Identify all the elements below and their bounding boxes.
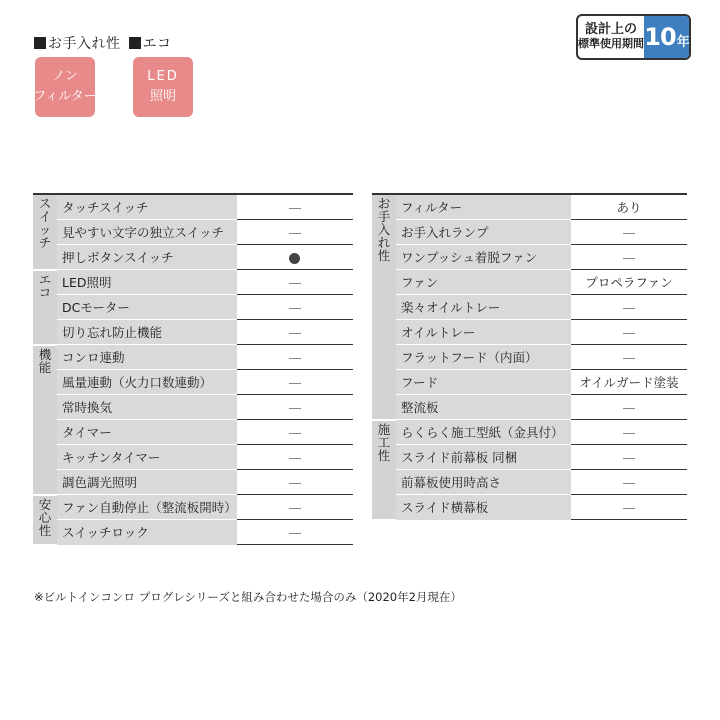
dash-icon bbox=[623, 433, 635, 434]
category-char: 施 bbox=[377, 421, 391, 437]
table-row bbox=[372, 194, 687, 220]
item-label: キッチンタイマー bbox=[57, 445, 237, 470]
value-cell bbox=[571, 295, 687, 320]
item-label: ファン自動停止（整流板開時） bbox=[57, 495, 237, 520]
value-cell bbox=[237, 395, 353, 420]
led-badge-line1: LED bbox=[147, 69, 179, 84]
category-char: 能 bbox=[38, 359, 52, 375]
table-row bbox=[33, 495, 353, 520]
table-row bbox=[372, 345, 687, 370]
value-cell bbox=[571, 245, 687, 270]
value-cell bbox=[571, 420, 687, 445]
dash-icon bbox=[623, 358, 635, 359]
table-row bbox=[372, 470, 687, 495]
footnote: ※ビルトインコンロ プログレシリーズと組み合わせた場合のみ（2020年2月現在） bbox=[34, 590, 462, 604]
category-cell bbox=[372, 420, 396, 520]
table-row bbox=[33, 370, 353, 395]
value-cell bbox=[237, 220, 353, 245]
lifetime-years-number: 10 bbox=[644, 23, 676, 51]
category-char: ッ bbox=[38, 222, 52, 237]
dash-icon bbox=[289, 208, 301, 209]
dash-icon bbox=[623, 483, 635, 484]
item-label: スイッチロック bbox=[57, 520, 237, 545]
item-label: 整流板 bbox=[396, 395, 571, 420]
square-bullet-icon bbox=[129, 37, 141, 49]
dash-icon bbox=[623, 408, 635, 409]
dash-icon bbox=[623, 333, 635, 334]
item-label: らくらく施工型紙（金具付） bbox=[396, 420, 571, 445]
category-cell bbox=[33, 345, 57, 495]
dash-icon bbox=[289, 483, 301, 484]
category-char: イ bbox=[38, 209, 52, 224]
lifetime-years-unit: 年 bbox=[676, 34, 689, 50]
category-char: 安 bbox=[38, 496, 52, 512]
value-cell bbox=[237, 470, 353, 495]
category-char: 工 bbox=[377, 434, 391, 450]
dash-icon bbox=[289, 383, 301, 384]
category-cell bbox=[372, 194, 396, 420]
table-row bbox=[372, 445, 687, 470]
item-label: スライド横幕板 bbox=[396, 495, 571, 520]
category-char: 心 bbox=[38, 509, 52, 525]
dash-icon bbox=[289, 333, 301, 334]
value-cell bbox=[571, 345, 687, 370]
value-cell bbox=[571, 495, 687, 520]
table-row bbox=[372, 220, 687, 245]
value-cell bbox=[237, 420, 353, 445]
value-cell bbox=[237, 245, 353, 270]
value-cell bbox=[571, 470, 687, 495]
category-char: コ bbox=[38, 284, 52, 300]
non-filter-badge bbox=[35, 57, 95, 117]
table-row bbox=[372, 395, 687, 420]
square-bullet-icon bbox=[34, 37, 46, 49]
dash-icon bbox=[623, 308, 635, 309]
item-label: フラットフード（内面） bbox=[396, 345, 571, 370]
non-filter-badge-line2: フィルター bbox=[33, 89, 97, 104]
item-label: DCモーター bbox=[57, 295, 237, 320]
non-filter-badge-line1: ノン bbox=[52, 69, 78, 84]
table-row bbox=[33, 520, 353, 545]
feature-label-eco: エコ bbox=[142, 36, 172, 52]
dash-icon bbox=[623, 233, 635, 234]
category-cell bbox=[33, 270, 57, 345]
table-row bbox=[33, 194, 353, 220]
dash-icon bbox=[289, 533, 301, 534]
item-label: オイルトレー bbox=[396, 320, 571, 345]
dash-icon bbox=[289, 508, 301, 509]
item-label: コンロ連動 bbox=[57, 345, 237, 370]
item-label: 押しボタンスイッチ bbox=[57, 245, 237, 270]
category-char: 性 bbox=[377, 447, 391, 463]
table-row bbox=[33, 470, 353, 495]
led-badge-line2: 照明 bbox=[149, 89, 176, 104]
value-cell bbox=[571, 395, 687, 420]
value-cell bbox=[571, 320, 687, 345]
category-char: ス bbox=[38, 196, 52, 211]
value-cell bbox=[571, 370, 687, 395]
item-label: LED照明 bbox=[57, 270, 237, 295]
value-cell bbox=[237, 270, 353, 295]
value-cell bbox=[571, 194, 687, 220]
value-cell bbox=[237, 370, 353, 395]
dash-icon bbox=[623, 258, 635, 259]
item-label: タイマー bbox=[57, 420, 237, 445]
value-text: プロペラファン bbox=[585, 275, 673, 290]
category-char: 性 bbox=[38, 522, 52, 538]
category-char: 入 bbox=[377, 222, 391, 237]
dash-icon bbox=[289, 408, 301, 409]
table-row bbox=[33, 420, 353, 445]
feature-label-care: お手入れ性 bbox=[48, 36, 121, 52]
filled-circle-icon bbox=[289, 253, 300, 264]
dash-icon bbox=[289, 283, 301, 284]
value-cell bbox=[237, 295, 353, 320]
table-row bbox=[372, 320, 687, 345]
category-char: 手 bbox=[377, 209, 391, 224]
value-cell bbox=[237, 445, 353, 470]
table-row bbox=[372, 370, 687, 395]
item-label: 常時換気 bbox=[57, 395, 237, 420]
item-label: フィルター bbox=[396, 194, 571, 220]
item-label: 切り忘れ防止機能 bbox=[57, 320, 237, 345]
table-row bbox=[33, 220, 353, 245]
category-cell bbox=[33, 194, 57, 270]
category-char: チ bbox=[38, 235, 52, 250]
category-char: 機 bbox=[38, 346, 52, 362]
category-cell bbox=[33, 495, 57, 545]
table-row bbox=[33, 270, 353, 295]
value-cell bbox=[237, 194, 353, 220]
dash-icon bbox=[289, 233, 301, 234]
lifetime-label-line1: 設計上の bbox=[584, 22, 637, 37]
dash-icon bbox=[289, 433, 301, 434]
item-label: 見やすい文字の独立スイッチ bbox=[57, 220, 237, 245]
lifetime-label-line2: 標準使用期間 bbox=[578, 37, 644, 50]
lifetime-label bbox=[578, 16, 644, 58]
dash-icon bbox=[623, 458, 635, 459]
dash-icon bbox=[289, 358, 301, 359]
table-row bbox=[33, 395, 353, 420]
value-cell bbox=[571, 445, 687, 470]
item-label: お手入れランプ bbox=[396, 220, 571, 245]
value-text: あり bbox=[616, 200, 642, 215]
category-char: れ bbox=[377, 235, 391, 250]
spec-table-right bbox=[372, 193, 687, 521]
dash-icon bbox=[623, 508, 635, 509]
table-row bbox=[33, 445, 353, 470]
value-text: オイルガード塗装 bbox=[579, 375, 679, 390]
item-label: フード bbox=[396, 370, 571, 395]
table-row bbox=[33, 245, 353, 270]
category-char: お bbox=[377, 196, 391, 211]
value-cell bbox=[571, 270, 687, 295]
value-cell bbox=[237, 520, 353, 545]
standard-lifetime-badge bbox=[576, 14, 691, 60]
table-row bbox=[372, 270, 687, 295]
led-badge bbox=[133, 57, 193, 117]
spec-table-left bbox=[33, 193, 353, 546]
item-label: 前幕板使用時高さ bbox=[396, 470, 571, 495]
feature-heading bbox=[34, 33, 172, 53]
item-label: 楽々オイルトレー bbox=[396, 295, 571, 320]
lifetime-years bbox=[644, 16, 689, 58]
item-label: ワンプッシュ着脱ファン bbox=[396, 245, 571, 270]
item-label: ファン bbox=[396, 270, 571, 295]
item-label: スライド前幕板 同梱 bbox=[396, 445, 571, 470]
value-cell bbox=[237, 320, 353, 345]
item-label: 風量連動（火力口数連動） bbox=[57, 370, 237, 395]
dash-icon bbox=[289, 458, 301, 459]
item-label: 調色調光照明 bbox=[57, 470, 237, 495]
table-row bbox=[372, 495, 687, 520]
item-label: タッチスイッチ bbox=[57, 194, 237, 220]
table-row bbox=[372, 245, 687, 270]
value-cell bbox=[237, 345, 353, 370]
value-cell bbox=[237, 495, 353, 520]
value-cell bbox=[571, 220, 687, 245]
category-char: 性 bbox=[377, 248, 391, 263]
table-row bbox=[33, 295, 353, 320]
table-row bbox=[33, 345, 353, 370]
category-char: エ bbox=[38, 271, 52, 287]
table-row bbox=[372, 295, 687, 320]
table-row bbox=[372, 420, 687, 445]
dash-icon bbox=[289, 308, 301, 309]
table-row bbox=[33, 320, 353, 345]
